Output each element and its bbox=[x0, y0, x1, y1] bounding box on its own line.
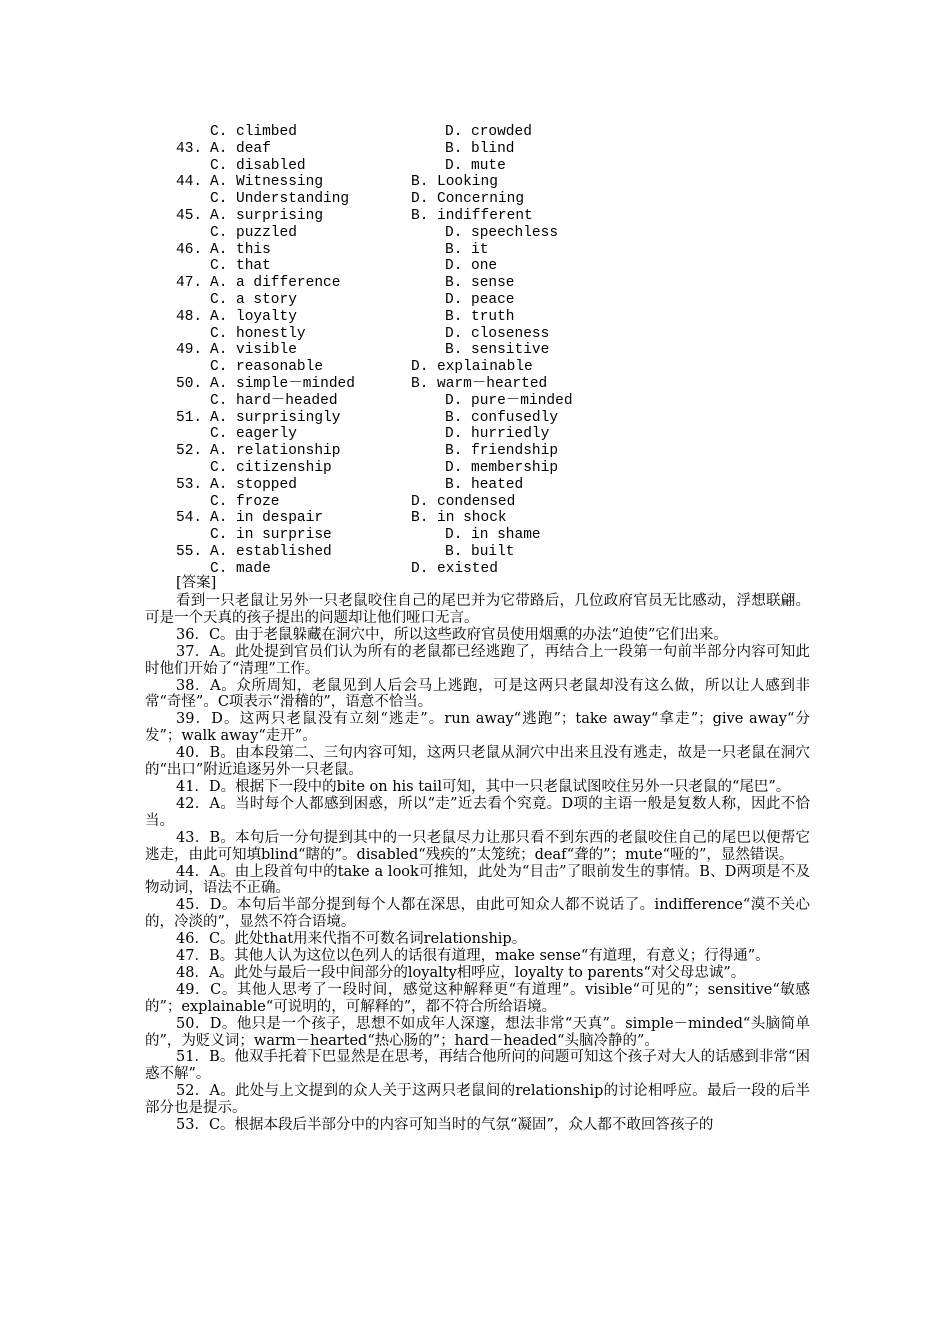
option-row bbox=[176, 410, 776, 427]
option-letter: A. bbox=[210, 275, 228, 292]
option-text: condensed bbox=[437, 493, 516, 510]
option-text: mute bbox=[471, 157, 506, 174]
option-text: in surprise bbox=[236, 527, 332, 544]
option-letter: A. bbox=[210, 510, 228, 527]
option-letter: D. bbox=[445, 325, 463, 342]
option-text: indifferent bbox=[437, 207, 533, 224]
option-letter: B. bbox=[445, 308, 463, 325]
option-text: surprisingly bbox=[236, 409, 341, 426]
option-text: explainable bbox=[437, 359, 533, 376]
question-number: 52. bbox=[176, 443, 203, 460]
option-letter: B. bbox=[445, 342, 463, 359]
option-letter: A. bbox=[210, 174, 228, 191]
option-text: Witnessing bbox=[236, 174, 324, 191]
option-letter: D. bbox=[411, 493, 429, 510]
option-letter: D. bbox=[445, 157, 463, 174]
option-row bbox=[176, 174, 776, 191]
option-letter: B. bbox=[411, 375, 429, 392]
option-letter: B. bbox=[411, 207, 429, 224]
option-text: simple－minded bbox=[236, 375, 355, 392]
option-row bbox=[176, 376, 776, 393]
option-row bbox=[176, 510, 776, 527]
option-row bbox=[176, 477, 776, 494]
option-text: closeness bbox=[471, 325, 550, 342]
option-letter: B. bbox=[411, 174, 429, 191]
answer-explanation: 52．A。此处与上文提到的众人关于这两只老鼠间的relationship的讨论相呼应。最后一段的后半部分也是提示。 bbox=[145, 1083, 810, 1117]
option-letter: D. bbox=[445, 224, 463, 241]
option-row bbox=[176, 258, 776, 275]
option-letter: A. bbox=[210, 207, 228, 224]
option-letter: B. bbox=[445, 476, 463, 493]
option-letter: A. bbox=[210, 409, 228, 426]
option-text: Understanding bbox=[236, 191, 350, 208]
option-letter: A. bbox=[210, 476, 228, 493]
option-row bbox=[176, 208, 776, 225]
option-text: visible bbox=[236, 342, 297, 359]
option-letter: B. bbox=[445, 241, 463, 258]
option-row bbox=[176, 426, 776, 443]
answers-section bbox=[145, 593, 810, 1134]
option-text: citizenship bbox=[236, 459, 332, 476]
option-letter: D. bbox=[445, 527, 463, 544]
question-number: 43. bbox=[176, 140, 203, 157]
answer-explanation: 47．B。其他人认为这位以色列人的话很有道理，make sense“有道理，有意义；行得通”。 bbox=[176, 948, 770, 965]
option-row bbox=[176, 460, 776, 477]
option-text: friendship bbox=[471, 443, 559, 460]
option-text: heated bbox=[471, 476, 524, 493]
option-text: a story bbox=[236, 291, 297, 308]
answer-explanation: 48．A。此处与最后一段中间部分的loyalty相呼应，loyalty to parents“对父母忠诚”。 bbox=[176, 964, 746, 981]
option-letter: A. bbox=[210, 375, 228, 392]
option-row bbox=[176, 342, 776, 359]
option-letter: A. bbox=[210, 342, 228, 359]
question-number: 55. bbox=[176, 543, 203, 560]
option-row bbox=[176, 561, 776, 578]
option-row bbox=[176, 225, 776, 242]
option-text: in shock bbox=[437, 510, 507, 527]
option-letter: D. bbox=[445, 124, 463, 140]
option-text: hard－headed bbox=[236, 392, 338, 409]
option-letter: C. bbox=[210, 191, 228, 208]
option-text: crowded bbox=[471, 124, 532, 140]
answer-explanation: 42．A。当时每个人都感到困惑，所以“走”近去看个究竟。D项的主语一般是复数人称，因此不恰当。 bbox=[145, 795, 810, 829]
option-text: disabled bbox=[236, 157, 306, 174]
answer-explanation: 40．B。由本段第二、三句内容可知，这两只老鼠从洞穴中出来且没有逃走，故是一只老鼠在洞穴的“出口”附近追逐另外一只老鼠。 bbox=[145, 745, 810, 779]
option-text: made bbox=[236, 560, 271, 577]
option-text: built bbox=[471, 543, 515, 560]
question-number: 47. bbox=[176, 275, 203, 292]
option-row bbox=[176, 544, 776, 561]
option-letter: B. bbox=[445, 543, 463, 560]
option-text: stopped bbox=[236, 476, 297, 493]
option-letter: B. bbox=[445, 140, 463, 157]
question-number: 46. bbox=[176, 241, 203, 258]
option-text: it bbox=[471, 241, 489, 258]
option-text: in shame bbox=[471, 527, 541, 544]
answer-explanation: 36．C。由于老鼠躲藏在洞穴中，所以这些政府官员使用烟熏的办法“迫使”它们出来。 bbox=[176, 626, 728, 643]
option-text: sense bbox=[471, 275, 515, 292]
option-text: surprising bbox=[236, 207, 324, 224]
answer-heading: [答案] bbox=[176, 575, 217, 591]
option-row bbox=[176, 494, 776, 511]
option-text: relationship bbox=[236, 443, 341, 460]
option-text: peace bbox=[471, 291, 515, 308]
option-letter: C. bbox=[210, 560, 228, 577]
option-letter: C. bbox=[210, 124, 228, 140]
option-letter: D. bbox=[445, 426, 463, 443]
option-letter: D. bbox=[445, 392, 463, 409]
question-number: 51. bbox=[176, 409, 203, 426]
option-letter: C. bbox=[210, 291, 228, 308]
question-number: 45. bbox=[176, 207, 203, 224]
option-letter: A. bbox=[210, 543, 228, 560]
answer-explanation: 46．C。此处that用来代指不可数名词relationship。 bbox=[176, 931, 527, 948]
option-row bbox=[176, 309, 776, 326]
option-text: sensitive bbox=[471, 342, 550, 359]
option-letter: B. bbox=[411, 510, 429, 527]
option-text: eagerly bbox=[236, 426, 297, 443]
option-row bbox=[176, 326, 776, 343]
option-letter: D. bbox=[411, 560, 429, 577]
option-text: froze bbox=[236, 493, 280, 510]
option-letter: C. bbox=[210, 392, 228, 409]
answer-explanation: 45．D。本句后半部分提到每个人都在深思，由此可知众人都不说话了。indifference“漠不关心的，冷淡的”，显然不符合语境。 bbox=[145, 897, 810, 931]
option-letter: B. bbox=[445, 443, 463, 460]
option-row bbox=[176, 141, 776, 158]
answer-explanation: 39．D。这两只老鼠没有立刻“逃走”。run away“逃跑”；take away“拿走”；give away“分发”；walk away“走开”。 bbox=[145, 711, 810, 745]
option-text: membership bbox=[471, 459, 559, 476]
option-letter: C. bbox=[210, 493, 228, 510]
option-text: confusedly bbox=[471, 409, 559, 426]
answer-summary: 看到一只老鼠让另外一只老鼠咬住自己的尾巴并为它带路后，几位政府官员无比感动，浮想联翩。可是一个天真的孩子提出的问题却让他们哑口无言。 bbox=[145, 593, 810, 626]
option-letter: A. bbox=[210, 140, 228, 157]
question-number: 49. bbox=[176, 342, 203, 359]
question-number: 54. bbox=[176, 510, 203, 527]
option-row bbox=[176, 158, 776, 175]
option-text: deaf bbox=[236, 140, 271, 157]
option-text: hurriedly bbox=[471, 426, 550, 443]
option-text: one bbox=[471, 258, 498, 275]
option-row bbox=[176, 124, 776, 141]
option-letter: B. bbox=[445, 409, 463, 426]
question-number: 53. bbox=[176, 476, 203, 493]
option-row bbox=[176, 393, 776, 410]
option-text: loyalty bbox=[236, 308, 297, 325]
option-text: blind bbox=[471, 140, 515, 157]
option-text: that bbox=[236, 258, 271, 275]
option-row bbox=[176, 359, 776, 376]
answer-explanation: 38．A。众所周知，老鼠见到人后会马上逃跑，可是这两只老鼠却没有这么做，所以让人感到非常“奇怪”。C项表示“滑稽的”，语意不恰当。 bbox=[145, 677, 810, 711]
answer-explanation: 43．B。本句后一分句提到其中的一只老鼠尽力让那只看不到东西的老鼠咬住自己的尾巴以便帮它逃走，由此可知填blind“瞎的”。disabled“残疾的”太笼统；deaf“聋的”；mute“哑的”，显然错误。 bbox=[145, 829, 810, 863]
option-letter: C. bbox=[210, 325, 228, 342]
option-letter: D. bbox=[445, 258, 463, 275]
option-text: this bbox=[236, 241, 271, 258]
option-letter: B. bbox=[445, 275, 463, 292]
answer-explanation: 49．C。其他人思考了一段时间，感觉这种解释更“有道理”。visible“可见的”；sensitive“敏感的”；explainable“可说明的，可解释的”，都不符合所给语境。 bbox=[145, 981, 810, 1015]
answer-explanation: 41．D。根据下一段中的bite on his tail可知，其中一只老鼠试图咬住另外一只老鼠的“尾巴”。 bbox=[176, 778, 791, 795]
option-letter: C. bbox=[210, 157, 228, 174]
question-number: 44. bbox=[176, 174, 203, 191]
answer-explanation: 44．A。由上段首句中的take a look可推知，此处为“目击”了眼前发生的事情。B、D两项是不及物动词，语法不正确。 bbox=[145, 863, 810, 897]
option-row bbox=[176, 443, 776, 460]
option-letter: A. bbox=[210, 241, 228, 258]
options-list bbox=[176, 124, 776, 578]
option-letter: A. bbox=[210, 443, 228, 460]
option-letter: D. bbox=[411, 359, 429, 376]
option-text: reasonable bbox=[236, 359, 324, 376]
option-text: speechless bbox=[471, 224, 559, 241]
answer-explanation: 37．A。此处提到官员们认为所有的老鼠都已经逃跑了，再结合上一段第一句前半部分内容可知此时他们开始了“清理”工作。 bbox=[145, 643, 810, 677]
option-letter: C. bbox=[210, 359, 228, 376]
option-text: established bbox=[236, 543, 332, 560]
option-text: climbed bbox=[236, 124, 297, 140]
option-letter: D. bbox=[445, 459, 463, 476]
option-text: existed bbox=[437, 560, 498, 577]
option-text: truth bbox=[471, 308, 515, 325]
option-letter: C. bbox=[210, 527, 228, 544]
option-letter: C. bbox=[210, 258, 228, 275]
option-row bbox=[176, 191, 776, 208]
option-row bbox=[176, 527, 776, 544]
option-row bbox=[176, 292, 776, 309]
option-letter: A. bbox=[210, 308, 228, 325]
option-text: Looking bbox=[437, 174, 498, 191]
option-text: a difference bbox=[236, 275, 341, 292]
answer-explanation: 53．C。根据本段后半部分中的内容可知当时的气氛“凝固”，众人都不敢回答孩子的 bbox=[176, 1117, 714, 1134]
option-letter: D. bbox=[445, 291, 463, 308]
answer-explanation: 51．B。他双手托着下巴显然是在思考，再结合他所问的问题可知这个孩子对大人的话感到非常“困惑不解”。 bbox=[145, 1049, 810, 1083]
question-number: 50. bbox=[176, 375, 203, 392]
option-text: warm－hearted bbox=[437, 375, 548, 392]
option-text: honestly bbox=[236, 325, 306, 342]
option-letter: C. bbox=[210, 224, 228, 241]
option-letter: C. bbox=[210, 459, 228, 476]
question-number: 48. bbox=[176, 308, 203, 325]
option-text: in despair bbox=[236, 510, 324, 527]
option-text: puzzled bbox=[236, 224, 297, 241]
answer-explanation: 50．D。他只是一个孩子，思想不如成年人深邃，想法非常“天真”。simple－minded“头脑简单的”，为贬义词；warm－hearted“热心肠的”；hard－headed“头脑冷静的”。 bbox=[145, 1015, 810, 1049]
option-letter: D. bbox=[411, 191, 429, 208]
option-row bbox=[176, 275, 776, 292]
option-text: Concerning bbox=[437, 191, 525, 208]
option-row bbox=[176, 242, 776, 259]
option-letter: C. bbox=[210, 426, 228, 443]
option-text: pure－minded bbox=[471, 392, 573, 409]
